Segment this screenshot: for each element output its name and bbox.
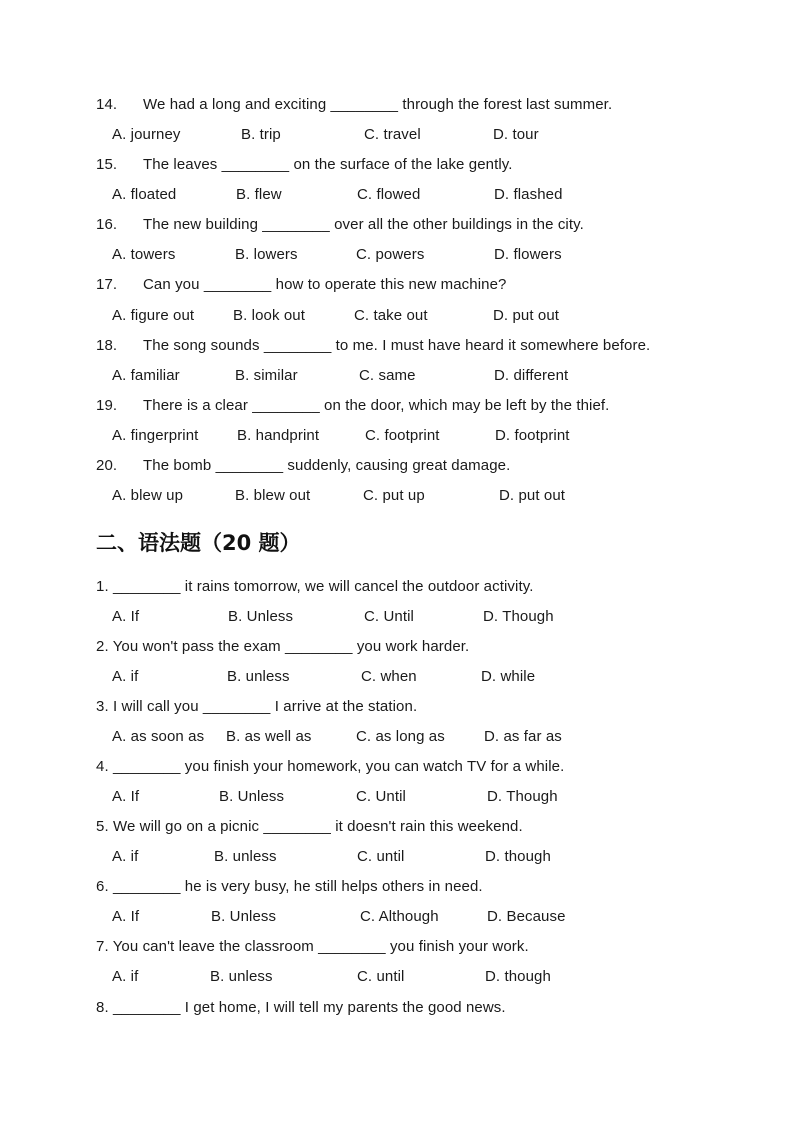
question-text: The song sounds ________ to me. I must have heard it somewhere before. <box>143 337 651 354</box>
option-c: C. until <box>357 848 405 865</box>
option-b: B. trip <box>241 126 281 143</box>
question-text: The leaves ________ on the surface of the lake gently. <box>143 156 513 173</box>
option-d: D. different <box>494 367 569 384</box>
question-text: 5. We will go on a picnic ________ it doesn't rain this weekend. <box>96 818 523 835</box>
option-d: D. though <box>485 848 551 865</box>
option-c: C. Until <box>364 608 414 625</box>
option-a: A. If <box>112 788 140 805</box>
question-text: We had a long and exciting ________ through the forest last summer. <box>143 96 613 113</box>
option-c: C. put up <box>363 487 425 504</box>
question-text: 8. ________ I get home, I will tell my parents the good news. <box>96 999 506 1016</box>
option-c: C. footprint <box>365 427 440 444</box>
question-text: 6. ________ he is very busy, he still helps others in need. <box>96 878 483 895</box>
question-number: 17. <box>96 276 118 293</box>
option-d: D. as far as <box>484 728 562 745</box>
option-b: B. blew out <box>235 487 311 504</box>
option-d: D. put out <box>493 307 560 324</box>
question-text: 1. ________ it rains tomorrow, we will cancel the outdoor activity. <box>96 578 534 595</box>
question-text: The new building ________ over all the other buildings in the city. <box>143 216 584 233</box>
question-text: There is a clear ________ on the door, which may be left by the thief. <box>143 397 610 414</box>
option-d: D. though <box>485 968 551 985</box>
question-number: 20. <box>96 457 118 474</box>
option-b: B. unless <box>227 668 290 685</box>
option-c: C. as long as <box>356 728 445 745</box>
question-text: 3. I will call you ________ I arrive at the station. <box>96 698 418 715</box>
option-b: B. lowers <box>235 246 298 263</box>
option-b: B. as well as <box>226 728 312 745</box>
option-a: A. fingerprint <box>112 427 199 444</box>
option-d: D. Though <box>483 608 554 625</box>
option-c: C. until <box>357 968 405 985</box>
option-a: A. towers <box>112 246 176 263</box>
option-c: C. take out <box>354 307 428 324</box>
option-a: A. if <box>112 968 139 985</box>
section-heading: 二、语法题（20 题） <box>96 531 301 555</box>
option-a: A. if <box>112 668 139 685</box>
option-c: C. flowed <box>357 186 421 203</box>
option-c: C. when <box>361 668 417 685</box>
option-b: B. look out <box>233 307 305 324</box>
option-b: B. Unless <box>228 608 294 625</box>
option-b: B. handprint <box>237 427 320 444</box>
option-a: A. if <box>112 848 139 865</box>
option-c: C. powers <box>356 246 425 263</box>
question-text: Can you ________ how to operate this new machine? <box>143 276 507 293</box>
option-b: B. Unless <box>211 908 277 925</box>
option-d: D. tour <box>493 126 539 143</box>
option-a: A. as soon as <box>112 728 205 745</box>
option-b: B. similar <box>235 367 298 384</box>
option-d: D. flowers <box>494 246 562 263</box>
option-a: A. familiar <box>112 367 180 384</box>
option-a: A. blew up <box>112 487 184 504</box>
option-a: A. figure out <box>112 307 195 324</box>
option-a: A. floated <box>112 186 177 203</box>
option-a: A. If <box>112 908 140 925</box>
option-d: D. footprint <box>495 427 570 444</box>
option-b: B. unless <box>214 848 277 865</box>
option-c: C. same <box>359 367 416 384</box>
question-number: 14. <box>96 96 118 113</box>
question-text: 7. You can't leave the classroom ________ you finish your work. <box>96 938 529 955</box>
option-a: A. journey <box>112 126 181 143</box>
question-number: 19. <box>96 397 118 414</box>
option-d: D. flashed <box>494 186 563 203</box>
question-text: 4. ________ you finish your homework, you can watch TV for a while. <box>96 758 565 775</box>
option-b: B. Unless <box>219 788 285 805</box>
option-d: D. Because <box>487 908 566 925</box>
option-d: D. Though <box>487 788 558 805</box>
question-text: 2. You won't pass the exam ________ you work harder. <box>96 638 470 655</box>
option-a: A. If <box>112 608 140 625</box>
option-b: B. unless <box>210 968 273 985</box>
option-d: D. while <box>481 668 536 685</box>
question-number: 18. <box>96 337 118 354</box>
option-c: C. Until <box>356 788 406 805</box>
question-text: The bomb ________ suddenly, causing great damage. <box>143 457 511 474</box>
option-d: D. put out <box>499 487 566 504</box>
option-c: C. travel <box>364 126 421 143</box>
option-c: C. Although <box>360 908 439 925</box>
question-number: 15. <box>96 156 118 173</box>
option-b: B. flew <box>236 186 282 203</box>
question-number: 16. <box>96 216 118 233</box>
